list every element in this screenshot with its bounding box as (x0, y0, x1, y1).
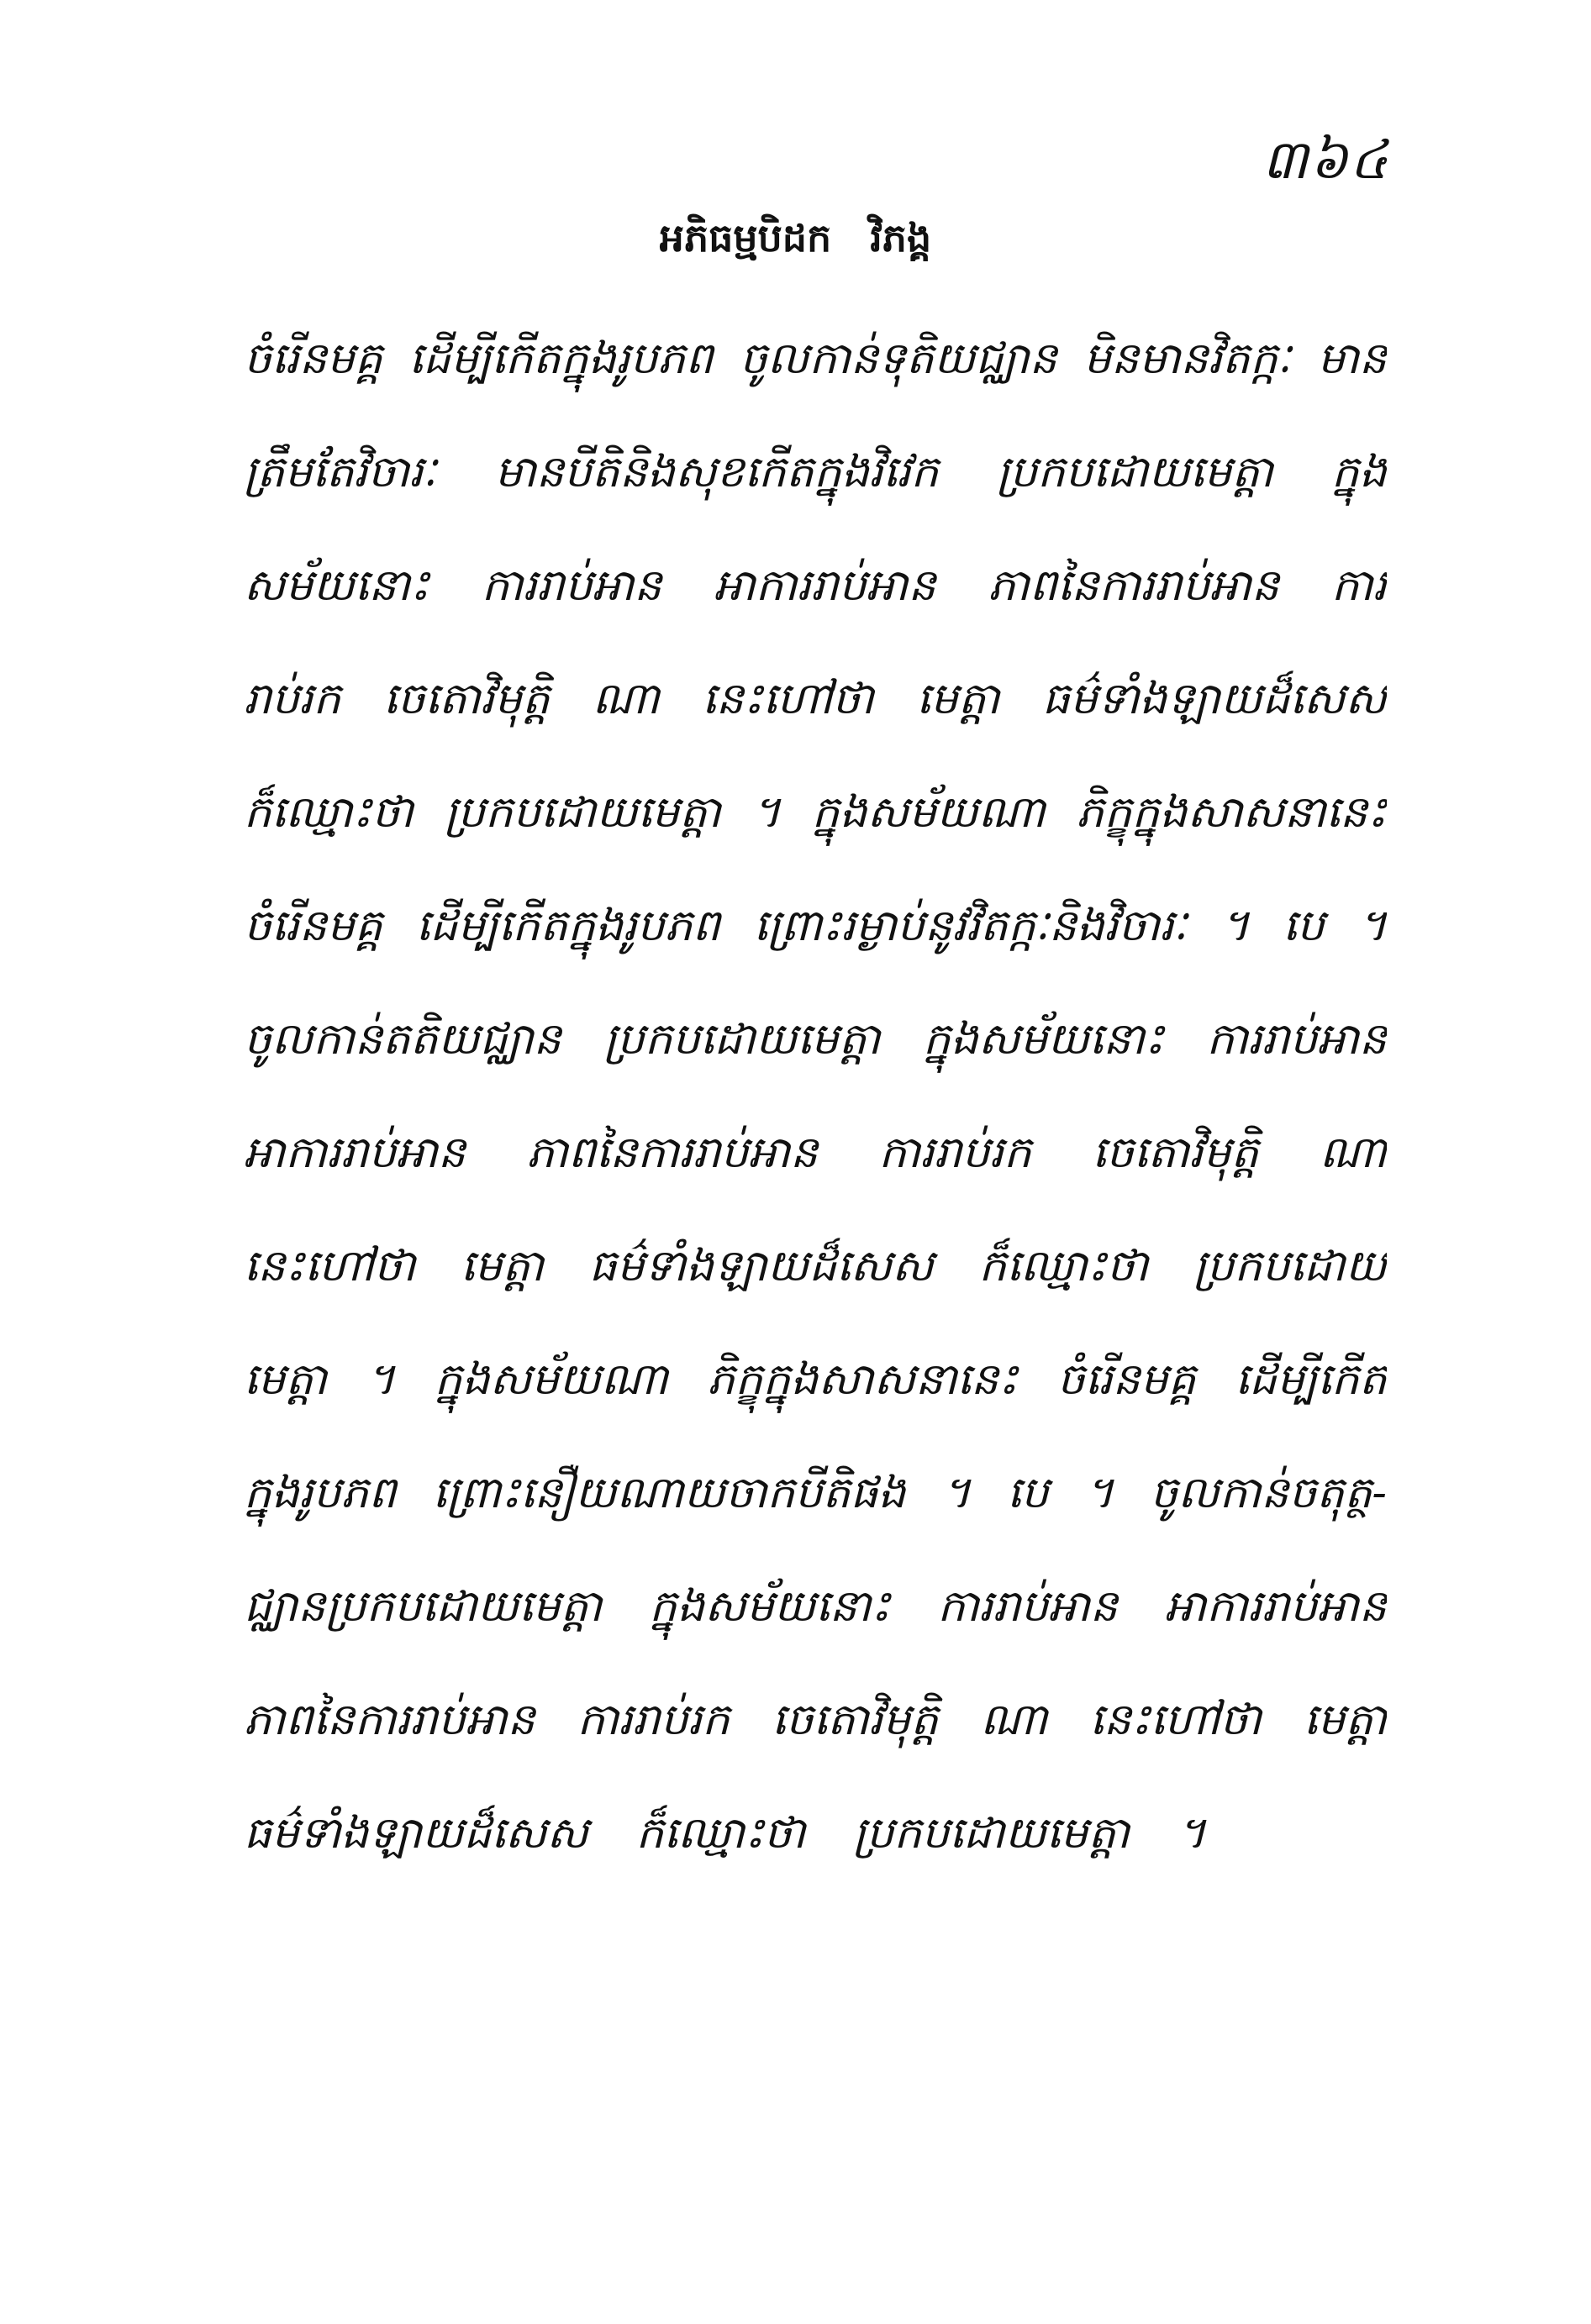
header-book-title: អភិធម្មបិដក (659, 215, 832, 260)
text-line: មេត្តា ។ ក្នុងសម័យណា ភិក្ខុក្នុងសាសនានេះ ចំរើនមគ្គ ដើម្បីកើត (244, 1354, 1387, 1405)
header-section-title: វិភង្គ (870, 215, 932, 260)
text-line: ត្រឹមតែវិចារៈ មានបីតិនិងសុខកើតក្នុងវិវេក ប្រកបដោយមេត្តា ក្នុង (244, 447, 1387, 497)
text-line: ជ្ឈានប្រកបដោយមេត្តា ក្នុងសម័យនោះ ការរាប់អាន អាការរាប់អាន (244, 1581, 1387, 1632)
text-line: ភាពនៃការរាប់អាន ការរាប់រក ចេតោវិមុត្តិ ណា នេះហៅថា មេត្តា (244, 1695, 1387, 1745)
running-header (0, 214, 1591, 271)
body-text (244, 302, 1387, 1890)
page-number: ៣៦៤ (1262, 129, 1389, 192)
text-line: សម័យនោះ ការរាប់អាន អាការរាប់អាន ភាពនៃការរាប់អាន ការ (244, 560, 1387, 611)
text-line: ក៏ឈ្មោះថា ប្រកបដោយមេត្តា ។ ក្នុងសម័យណា ភិក្ខុក្នុងសាសនានេះ (244, 787, 1387, 838)
text-line: អាការរាប់អាន ភាពនៃការរាប់អាន ការរាប់រក ចេតោវិមុត្តិ ណា (244, 1128, 1387, 1178)
text-line: ចូលកាន់តតិយជ្ឈាន ប្រកបដោយមេត្តា ក្នុងសម័យនោះ ការរាប់អាន (244, 1014, 1387, 1065)
text-line: ក្នុងរូបភព ព្រោះនឿយណាយចាកបីតិផង ។ បេ ។ ចូលកាន់ចតុត្ថ- (244, 1468, 1387, 1518)
text-line: នេះហៅថា មេត្តា ធម៌ទាំងឡាយដ៏សេស ក៏ឈ្មោះថា ប្រកបដោយ (244, 1241, 1387, 1291)
text-line: ធម៌ទាំងឡាយដ៏សេស ក៏ឈ្មោះថា ប្រកបដោយមេត្តា ។ (244, 1808, 1206, 1859)
text-line: រាប់រក ចេតោវិមុត្តិ ណា នេះហៅថា មេត្តា ធម៌ទាំងឡាយដ៏សេស (244, 674, 1387, 724)
text-line: ចំរើនមគ្គ ដើម្បីកើតក្នុងរូបភព ព្រោះរម្ងាប់នូវវិតក្កៈនិងវិចារៈ ។ បេ ។ (244, 901, 1387, 951)
text-line: ចំរើនមគ្គ ដើម្បីកើតក្នុងរូបភព ចូលកាន់ទុតិយជ្ឈាន មិនមានវិតក្កៈ មាន (244, 334, 1387, 384)
